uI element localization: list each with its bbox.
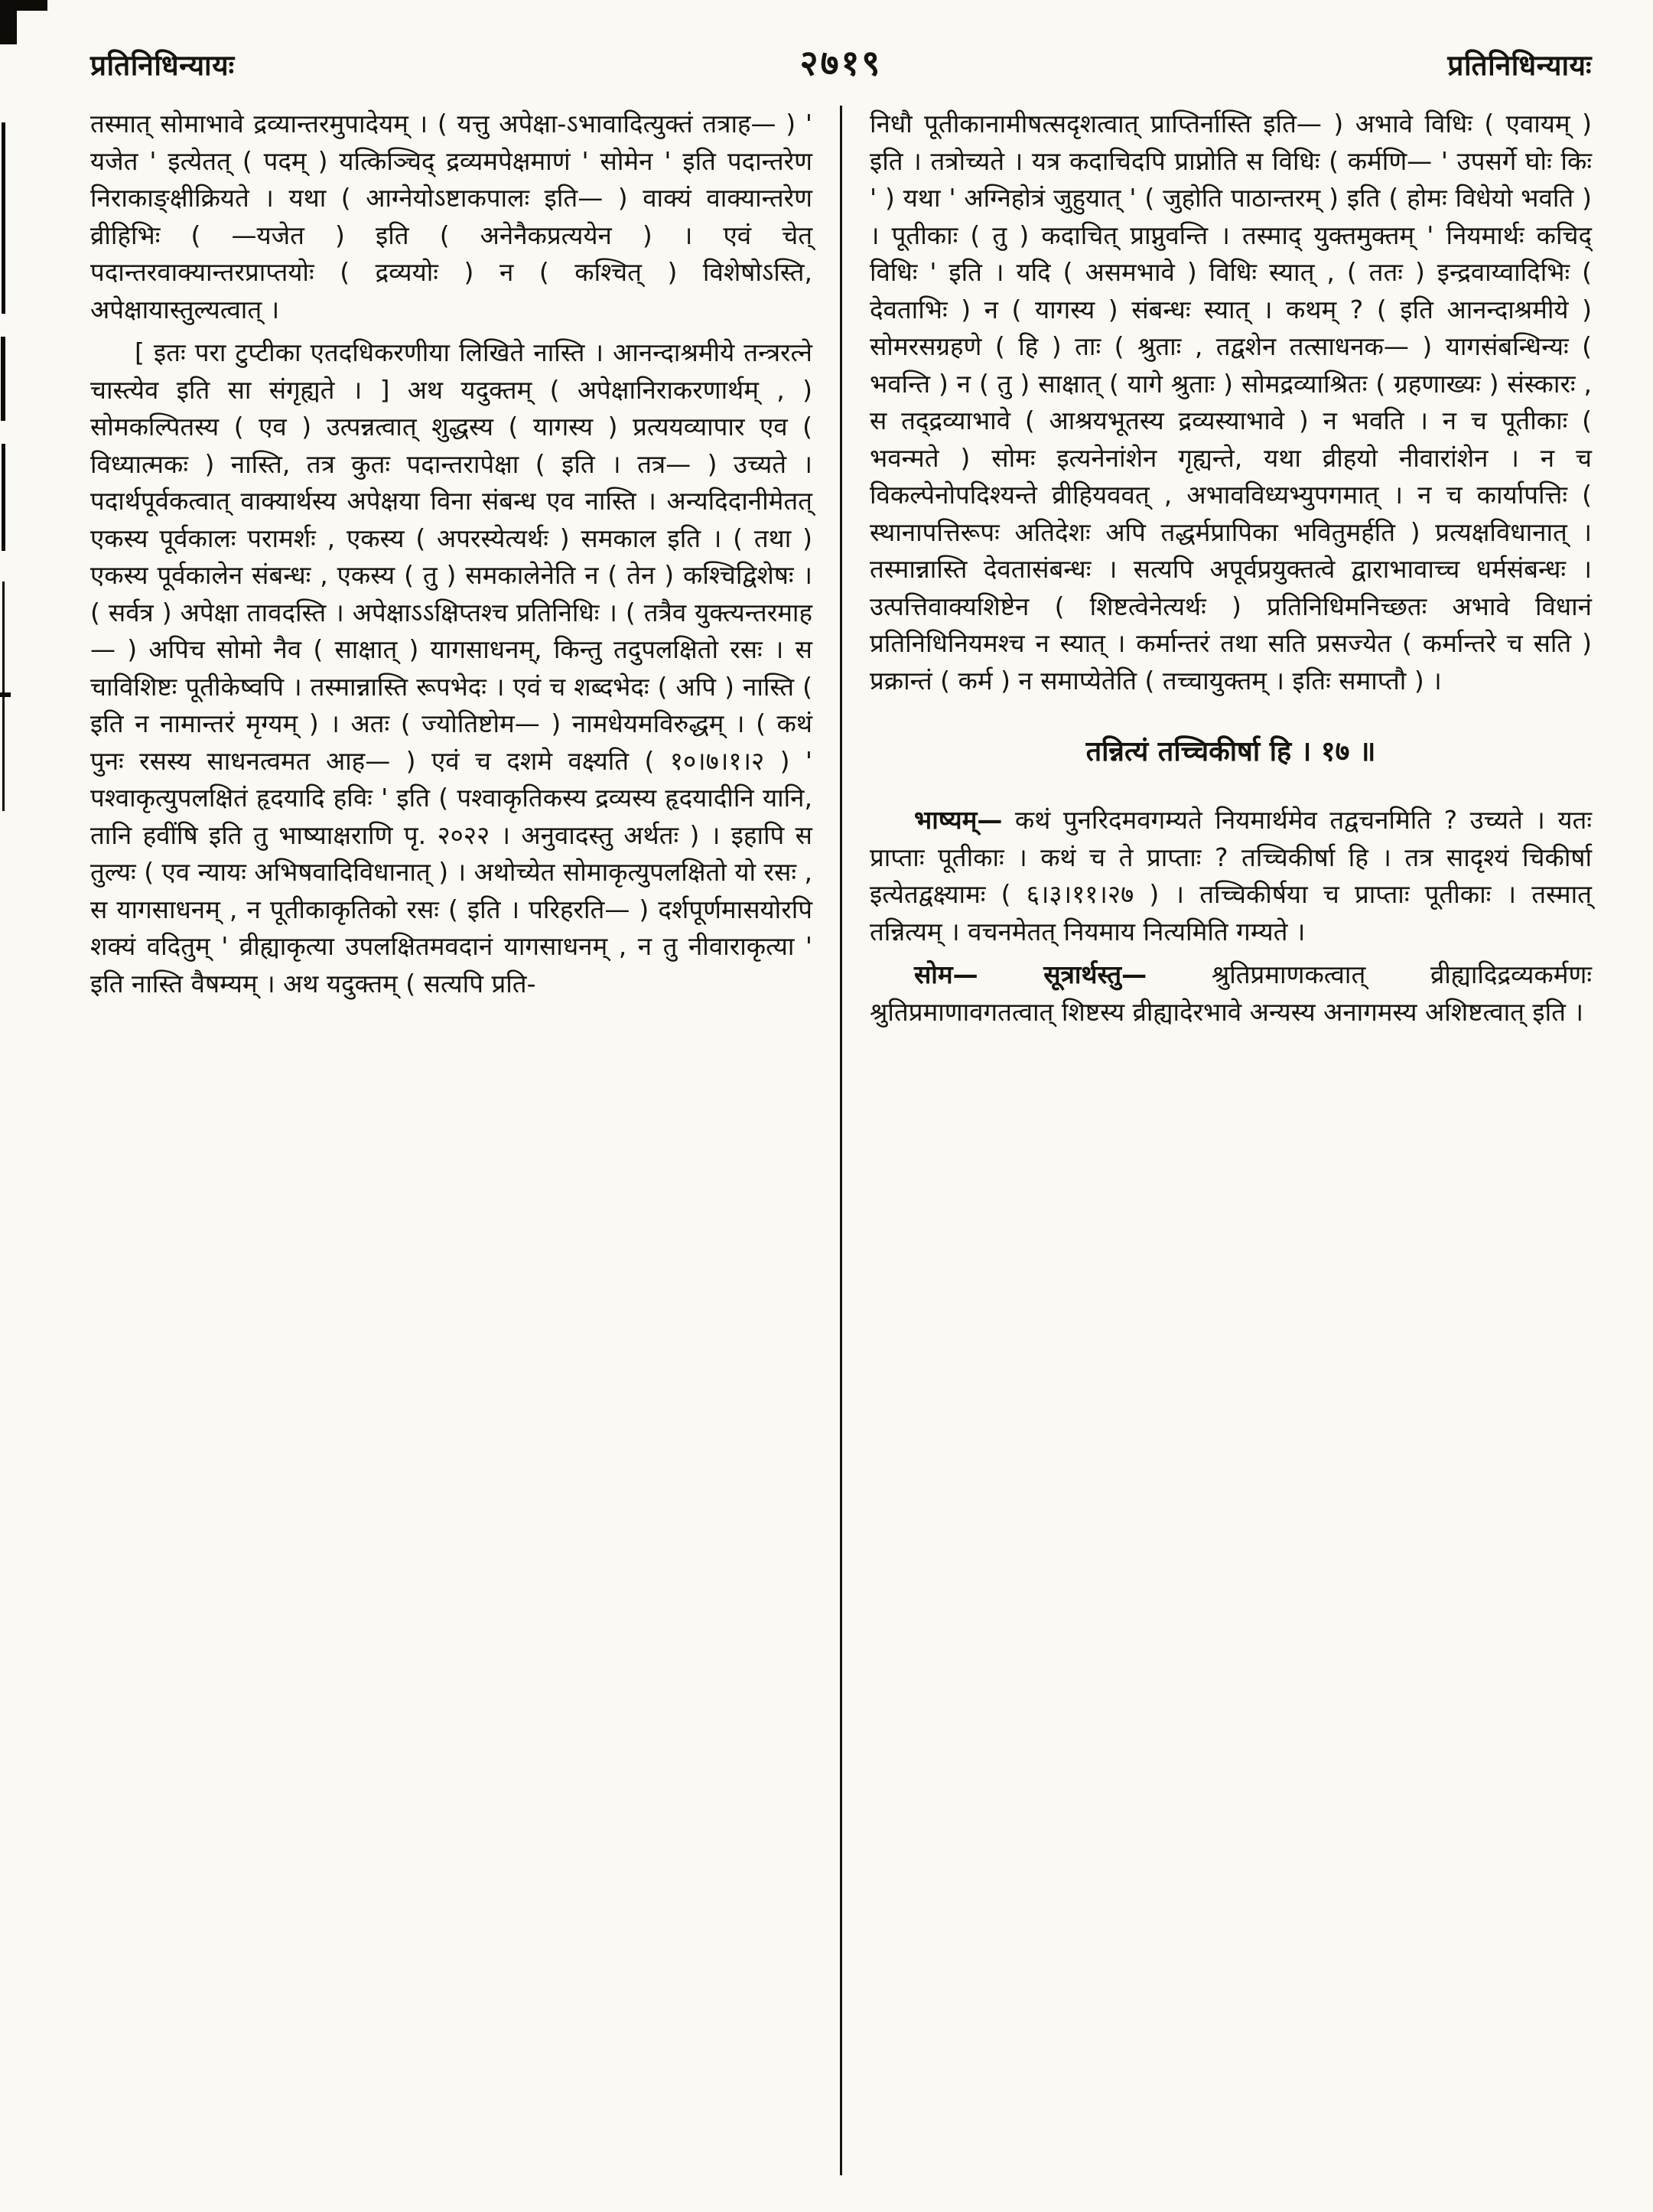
scan-artifact xyxy=(0,692,11,697)
running-title-left: प्रतिनिधिन्यायः xyxy=(90,49,235,82)
paragraph: [ इतः परा टुप्टीका एतदधिकरणीया लिखिते नास्ति । आनन्दाश्रमीये तन्त्ररत्ने चास्त्येव इति सा संगृह्यते । ] अथ यदुक्तम् ( अपेक्षानिराकरणार्थम् , ) सोमकल्पितस्य ( एव ) उत्पन्नत्वात् शुद्धस्य ( यागस्य ) प्रत्ययव्यापार एव ( विध्यात्मकः ) नास्ति, तत्र कुतः पदान्तरापेक्षा ( इति । तत्र— ) उच्यते । पदार्थपूर्वकत्वात् वाक्यार्थस्य अपेक्षया विना संबन्ध एव नास्ति । अन्यदिदानीमेतत् एकस्य पूर्वकालः परामर्शः , एकस्य ( अपरस्येत्यर्थः ) समकाल इति । ( तथा ) एकस्य पूर्वकालेन संबन्धः , एकस्य ( तु ) समकालेनेति न ( तेन ) कश्चिद्विशेषः । ( सर्वत्र ) अपेक्षा तावदस्ति । अपेक्षाऽऽक्षिप्तश्च प्रतिनिधिः । ( तत्रैव युक्त्यन्तरमाह— ) अपिच सोमो नैव ( साक्षात् ) यागसाधनम्, किन्तु तदुपलक्षितो रसः । स चाविशिष्टः पूतीकेष्वपि । तस्मान्नास्ति रूपभेदः । एवं च शब्दभेदः ( अपि ) नास्ति ( इति न नामान्तरं मृग्यम् ) । अतः ( ज्योतिष्टोम— ) नामधेयमविरुद्धम् । ( कथं पुनः रसस्य साधनत्वमत आह— ) एवं च दशमे वक्ष्यति ( १०।७।१।२ ) ' पश्वाकृत्युपलक्षितं हृदयादि हविः ' इति ( पश्वाकृतिकस्य द्रव्यस्य हृदयादीनि यानि, तानि हवींषि इति तु भाष्याक्षराणि पृ. २०२२ । अनुवादस्तु अर्थतः ) । इहापि स तुल्यः ( एव न्यायः अभिषवादिविधानात् ) । अथोच्येत सोमाकृत्युपलक्षितो यो रसः , स यागसाधनम् , न पूतीकाकृतिको रसः ( इति । परिहरति— ) दर्शपूर्णमासयोरपि शक्यं वदितुम् ' व्रीह्याकृत्या उपलक्षितमवदानं यागसाधनम् , न तु नीवाराकृत्या ' इति नास्ति वैषम्यम् । अथ यदुक्तम् ( सत्यपि प्रति- xyxy=(90,337,812,998)
page-number: २७१९ xyxy=(799,42,883,83)
scan-artifact xyxy=(2,122,5,314)
paragraph: निधौ पूतीकानामीषत्सदृशत्वात् प्राप्तिर्नास्ति इति— ) अभावे विधिः ( एवायम् ) इति । तत्रोच्यते । यत्र कदाचिदपि प्राप्नोति स विधिः ( कर्मणि— ' उपसर्गे घोः किः ' ) यथा ' अग्निहोत्रं जुहुयात् ' ( जुहोति पाठान्तरम् ) इति ( होमः विधेयो भवति ) । पूतीकाः ( तु ) कदाचित् प्राप्नुवन्ति । तस्माद् युक्तमुक्तम् ' नियमार्थः कचिद् विधिः ' इति । यदि ( असमभावे ) विधिः स्यात् , ( ततः ) इन्द्रवाय्वादिभिः ( देवताभिः ) न ( यागस्य ) संबन्धः स्यात् । कथम् ? ( इति आनन्दाश्रमीये ) सोमरसग्रहणे ( हि ) ताः ( श्रुताः , तद्वशेन तत्साधनक— ) यागसंबन्धिन्यः ( भवन्ति ) न ( तु ) साक्षात् ( यागे श्रुताः ) सोमद्रव्याश्रितः ( ग्रहणाख्यः ) संस्कारः , स तद्द्रव्याभावे ( आश्रयभूतस्य द्रव्यस्याभावे ) न भवति । न च पूतीकाः ( भवन्मते ) सोमः इत्यनेनांशेन गृह्यन्ते, यथा व्रीहयो नीवारांशेन । न च विकल्पेनोपदिश्यन्ते व्रीहियववत् , अभावविध्यभ्युपगमात् । न च कार्यापत्तिः ( स्थानापत्तिरूपः अतिदेशः अपि तद्धर्मप्रापिका भवितुमर्हति ) प्रत्यक्षविधानात् । तस्मान्नास्ति देवतासंबन्धः । सत्यपि अपूर्वप्रयुक्तत्वे द्वाराभावाच्च धर्मसंबन्धः । उत्पत्तिवाक्यशिष्टेन ( शिष्टत्वेनेत्यर्थः ) प्रतिनिधिमनिच्छतः अभावे विधानं प्रतिनिधिनियमश्च न स्यात् । कर्मान्तरं तथा सति प्रसज्येत ( कर्मान्तरे च सति ) प्रक्रान्तं ( कर्म ) न समाप्येतेति ( तच्चायुक्तम् । इतिः समाप्तौ ) । xyxy=(870,109,1592,696)
bhashya-paragraph xyxy=(870,802,1592,950)
running-title-right: प्रतिनिधिन्यायः xyxy=(1447,49,1592,82)
soma-label: सोम— सूत्रार्थस्तु— xyxy=(914,959,1147,990)
page-header xyxy=(90,38,1592,86)
scan-artifact xyxy=(0,0,47,11)
bhashya-label: भाष्यम्— xyxy=(914,805,1003,836)
soma-paragraph xyxy=(870,956,1592,1031)
scan-artifact xyxy=(1,337,5,421)
scan-artifact xyxy=(2,444,5,551)
right-column xyxy=(842,106,1592,2175)
soma-text: श्रुतिप्रमाणकत्वात् व्रीह्यादिद्रव्यकर्मणः श्रुतिप्रमाणावगतत्वात् शिष्टस्य व्रीह्यादेरभावे अन्यस्य अनागमस्य अशिष्टत्वात् इति । xyxy=(870,959,1592,1027)
paragraph: तस्मात् सोमाभावे द्रव्यान्तरमुपादेयम् । ( यत्तु अपेक्षा-ऽभावादित्युक्तं तत्राह— ) ' यजेत ' इत्येतत् ( पदम् ) यत्किञ्चिद् द्रव्यमपेक्षमाणं ' सोमेन ' इति पदान्तरेण निराकाङ्क्षीक्रियते । यथा ( आग्नेयोऽष्टाकपालः इति— ) वाक्यं वाक्यान्तरेण व्रीहिभिः ( —यजेत ) इति ( अनेनैकप्रत्ययेन ) । एवं चेत् पदान्तरवाक्यान्तरप्राप्तयोः ( द्रव्ययोः ) न ( कश्चित् ) विशेषोऽस्ति, अपेक्षायास्तुल्यत्वात् । xyxy=(90,109,812,324)
text-block xyxy=(90,106,1592,2175)
left-column xyxy=(90,106,840,2175)
bhashya-text: कथं पुनरिदमवगम्यते नियमार्थमेव तद्वचनमिति ? उच्यते । यतः प्राप्ताः पूतीकाः । कथं च ते प्राप्ताः ? तच्चिकीर्षा हि । तत्र सादृश्यं चिकीर्षा इत्येतद्वक्ष्यामः ( ६।३।११।२७ ) । तच्चिकीर्षया च प्राप्ताः पूतीकाः । तस्मात् तन्नित्यम् । वचनमेतत् नियमाय नित्यमिति गम्यते । xyxy=(870,805,1592,946)
sutra-line: तन्नित्यं तच्चिकीर्षा हि । १७ ॥ xyxy=(1085,736,1376,767)
